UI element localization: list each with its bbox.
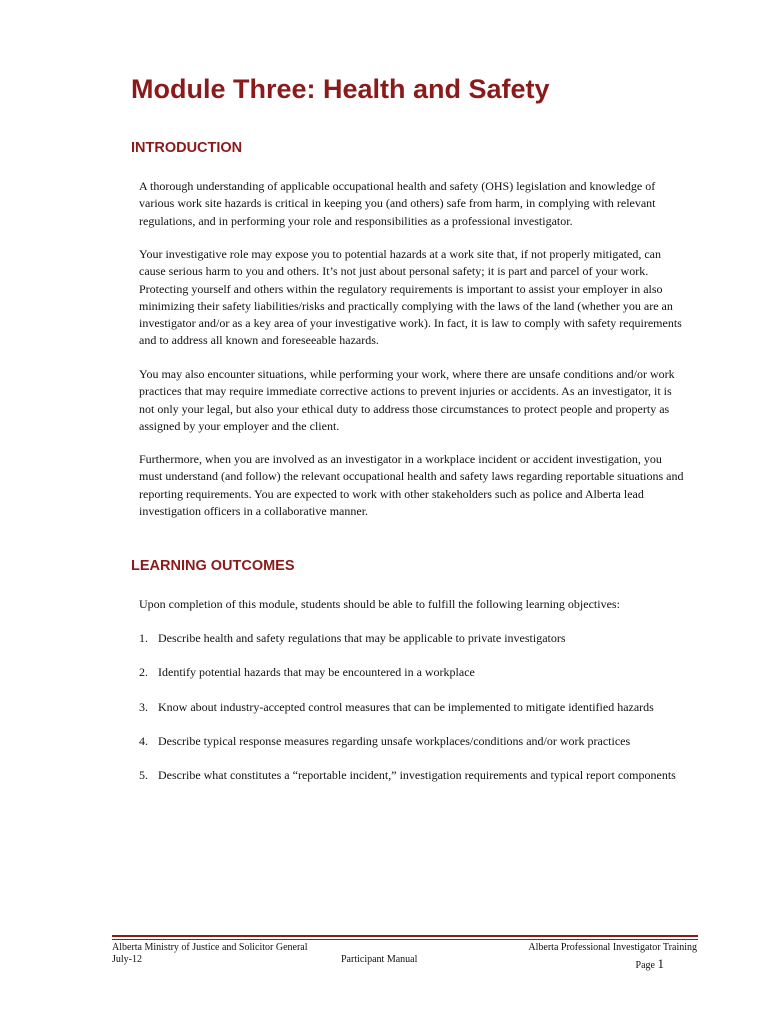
list-item-text: Describe what constitutes a “reportable incident,” investigation requirements and typical report components [158, 768, 676, 782]
page-title: Module Three: Health and Safety [131, 74, 550, 104]
list-item-text: Describe typical response measures regarding unsafe workplaces/conditions and/or work practices [158, 734, 631, 748]
footer-date: July-12 [112, 954, 142, 965]
list-item [139, 630, 684, 647]
list-item [139, 733, 684, 750]
footer-divider-thin [112, 939, 698, 940]
list-item [139, 664, 684, 681]
page-label: Page [635, 960, 655, 971]
footer-organization: Alberta Ministry of Justice and Solicitor General [112, 942, 308, 953]
footer-divider [112, 935, 698, 937]
introduction-heading: INTRODUCTION [131, 140, 243, 156]
list-item-text: Know about industry-accepted control measures that can be implemented to mitigate identified hazards [158, 700, 654, 714]
list-item-number: 2. [139, 665, 148, 679]
list-item-number: 1. [139, 631, 148, 645]
intro-paragraph-3: You may also encounter situations, while performing your work, where there are unsafe conditions and/or work practices that may require immediate corrective actions to prevent injuries or accidents. As an investigator, it is not only your legal, but also your ethical duty to address those circumstances to protect people and property as assigned by your employer and the client. [139, 367, 675, 433]
list-item-number: 3. [139, 700, 148, 714]
list-item-number: 5. [139, 768, 148, 782]
page-number-value: 1 [657, 956, 664, 971]
footer-manual: Participant Manual [341, 954, 418, 965]
list-item-text: Describe health and safety regulations that may be applicable to private investigators [158, 631, 566, 645]
list-item [139, 699, 684, 716]
list-item-number: 4. [139, 734, 148, 748]
intro-paragraph-2: Your investigative role may expose you to potential hazards at a work site that, if not properly mitigated, can cause serious harm to you and others. It’s not just about personal safety; it is part and parcel of your work. Protecting yourself and others within the regulatory requirements is important to assist your employer in also minimizing their safety liabilities/risks and practically complying with the laws of the land (whether you are an investigator and/or as a key area of your investigative work). In fact, it is law to comply with safety requirements and to address all known and foreseeable hazards. [139, 247, 682, 348]
page-number [636, 956, 664, 972]
learning-outcomes-heading: LEARNING OUTCOMES [131, 558, 295, 574]
footer-training: Alberta Professional Investigator Training [528, 942, 697, 953]
intro-paragraph-4: Furthermore, when you are involved as an investigator in a workplace incident or accident investigation, you must understand (and follow) the relevant occupational health and safety laws regarding reportable situations and reporting requirements. You are expected to work with other stakeholders such as police and Alberta lead investigation officers in a collaborative manner. [139, 452, 684, 518]
list-item [139, 767, 684, 784]
intro-paragraph-1: A thorough understanding of applicable occupational health and safety (OHS) legislation and knowledge of various work site hazards is critical in keeping you (and others) safe from harm, in complying with relevant regulations, and in performing your role and responsibilities as a professional investigator. [139, 179, 656, 228]
list-item-text: Identify potential hazards that may be encountered in a workplace [158, 665, 475, 679]
learning-outcomes-lead: Upon completion of this module, students should be able to fulfill the following learning objectives: [139, 597, 620, 611]
